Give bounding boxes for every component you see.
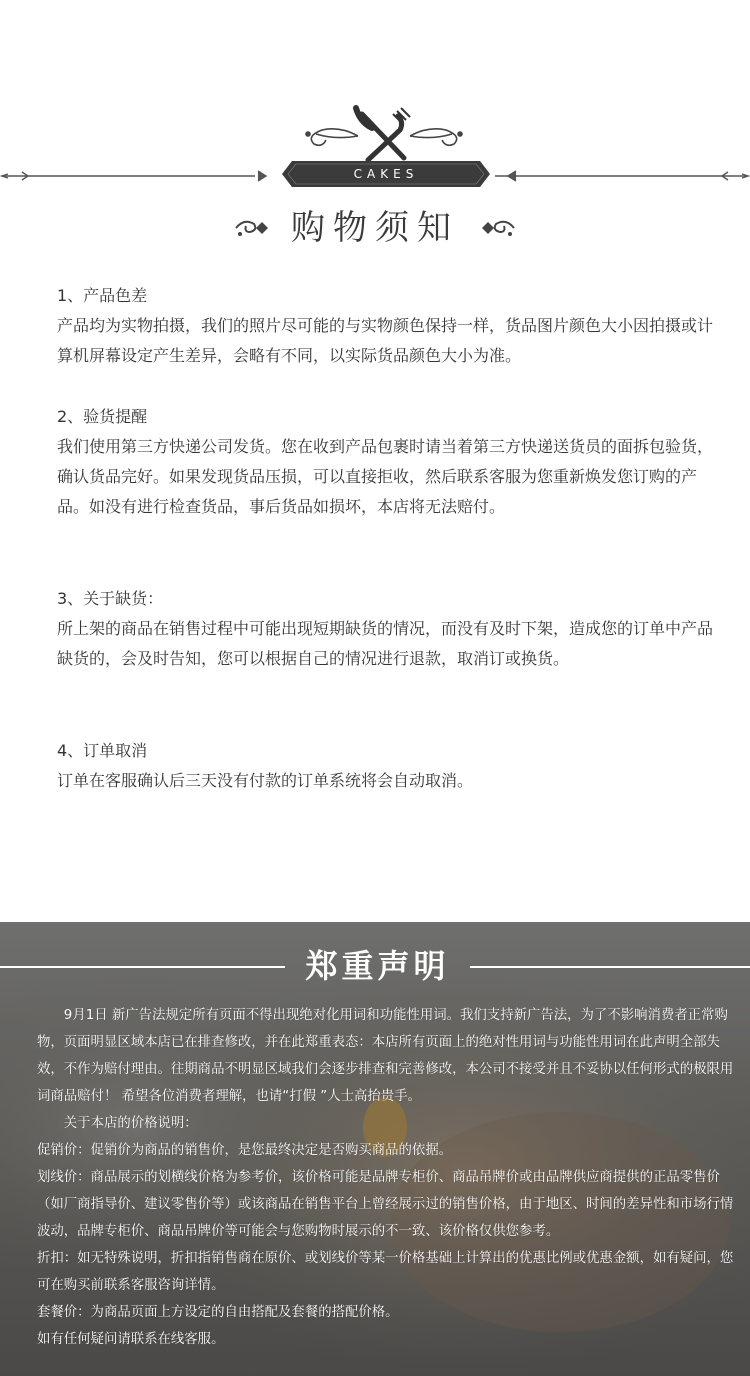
fork-knife-crossed-icon (356, 108, 410, 160)
section-out-of-stock (57, 584, 717, 674)
flourish-left-icon (306, 129, 358, 145)
arrow-line-right-icon (495, 171, 748, 181)
declaration-title: 郑重声明 (305, 947, 450, 985)
price-item-bundle: 套餐价：为商品页面上方设定的自由搭配及套餐的搭配价格。 (37, 1305, 399, 1320)
section-title: 2、验货提醒 (57, 407, 148, 426)
declaration-panel (0, 922, 750, 1376)
cakes-label: CAKES (353, 167, 419, 181)
price-heading: 关于本店的价格说明： (63, 1116, 198, 1131)
contact-note: 如有任何疑问请联系在线客服。 (37, 1332, 225, 1347)
divider-right (470, 966, 750, 968)
declaration-body (37, 1002, 737, 1353)
section-order-cancel (57, 736, 717, 796)
section-title: 1、产品色差 (57, 286, 148, 305)
section-inspection-reminder (57, 402, 717, 522)
declaration-intro: 9月1日 新广告法规定所有页面不得出现绝对化用词和功能性用词。我们支持新广告法，为了不影响消费者正常购物，页面明显区域本店已在排查修改，并在此郑重表态：本店所有页面上的绝对性用词与功能性用词在此声明全部失效，不作为赔付理由。往期商品不明显区域我们会逐步排查和完善修改，本公司不接受并且不妥协以任何形式的极限用词商品赔付！ 希望各位消费者理解，也请“打假 ”人士高抬贵手。 (37, 1008, 734, 1104)
section-title: 4、订单取消 (57, 741, 148, 760)
section-title: 3、关于缺货： (57, 589, 164, 608)
arrow-line-left-icon (2, 171, 266, 181)
section-body: 所上架的商品在销售过程中可能出现短期缺货的情况，而没有及时下架，造成您的订单中产品缺货的，会及时告知，您可以根据自己的情况进行退款，取消订或换货。 (57, 619, 714, 668)
section-color-difference (57, 281, 717, 371)
section-body: 我们使用第三方快递公司发货。您在收到产品包裹时请当着第三方快递送货员的面拆包验货，确认货品完好。如果发现货品压损，可以直接拒收，然后联系客服为您重新焕发您订购的产品。如没有进行检查货品，事后货品如损坏，本店将无法赔付。 (57, 437, 714, 516)
price-item-strikethrough: 划线价：商品展示的划横线价格为参考价，该价格可能是品牌专柜价、商品吊牌价或由品牌供应商提供的正品零售价（如厂商指导价、建议零售价等）或该商品在销售平台上曾经展示过的销售价格，由于地区、时间的差异性和市场行情波动，品牌专柜价、商品吊牌价等可能会与您购物时展示的不一致、该价格仅供您参考。 (37, 1170, 734, 1239)
flourish-right-icon (410, 129, 462, 145)
cakes-ornament (0, 100, 750, 210)
section-body: 订单在客服确认后三天没有付款的订单系统将会自动取消。 (57, 771, 474, 790)
price-item-discount: 折扣：如无特殊说明，折扣指销售商在原价、或划线价等某一价格基础上计算出的优惠比例或优惠金额，如有疑问，您可在购买前联系客服咨询详情。 (37, 1251, 734, 1293)
price-item-promo: 促销价：促销价为商品的销售价，是您最终决定是否购买商品的依据。 (37, 1143, 453, 1158)
divider-left (0, 966, 285, 968)
page-title: 购物须知 (291, 208, 459, 248)
section-body: 产品均为实物拍摄，我们的照片尽可能的与实物颜色保持一样，货品图片颜色大小因拍摄或计算机屏幕设定产生差异，会略有不同，以实际货品颜色大小为准。 (57, 316, 714, 365)
